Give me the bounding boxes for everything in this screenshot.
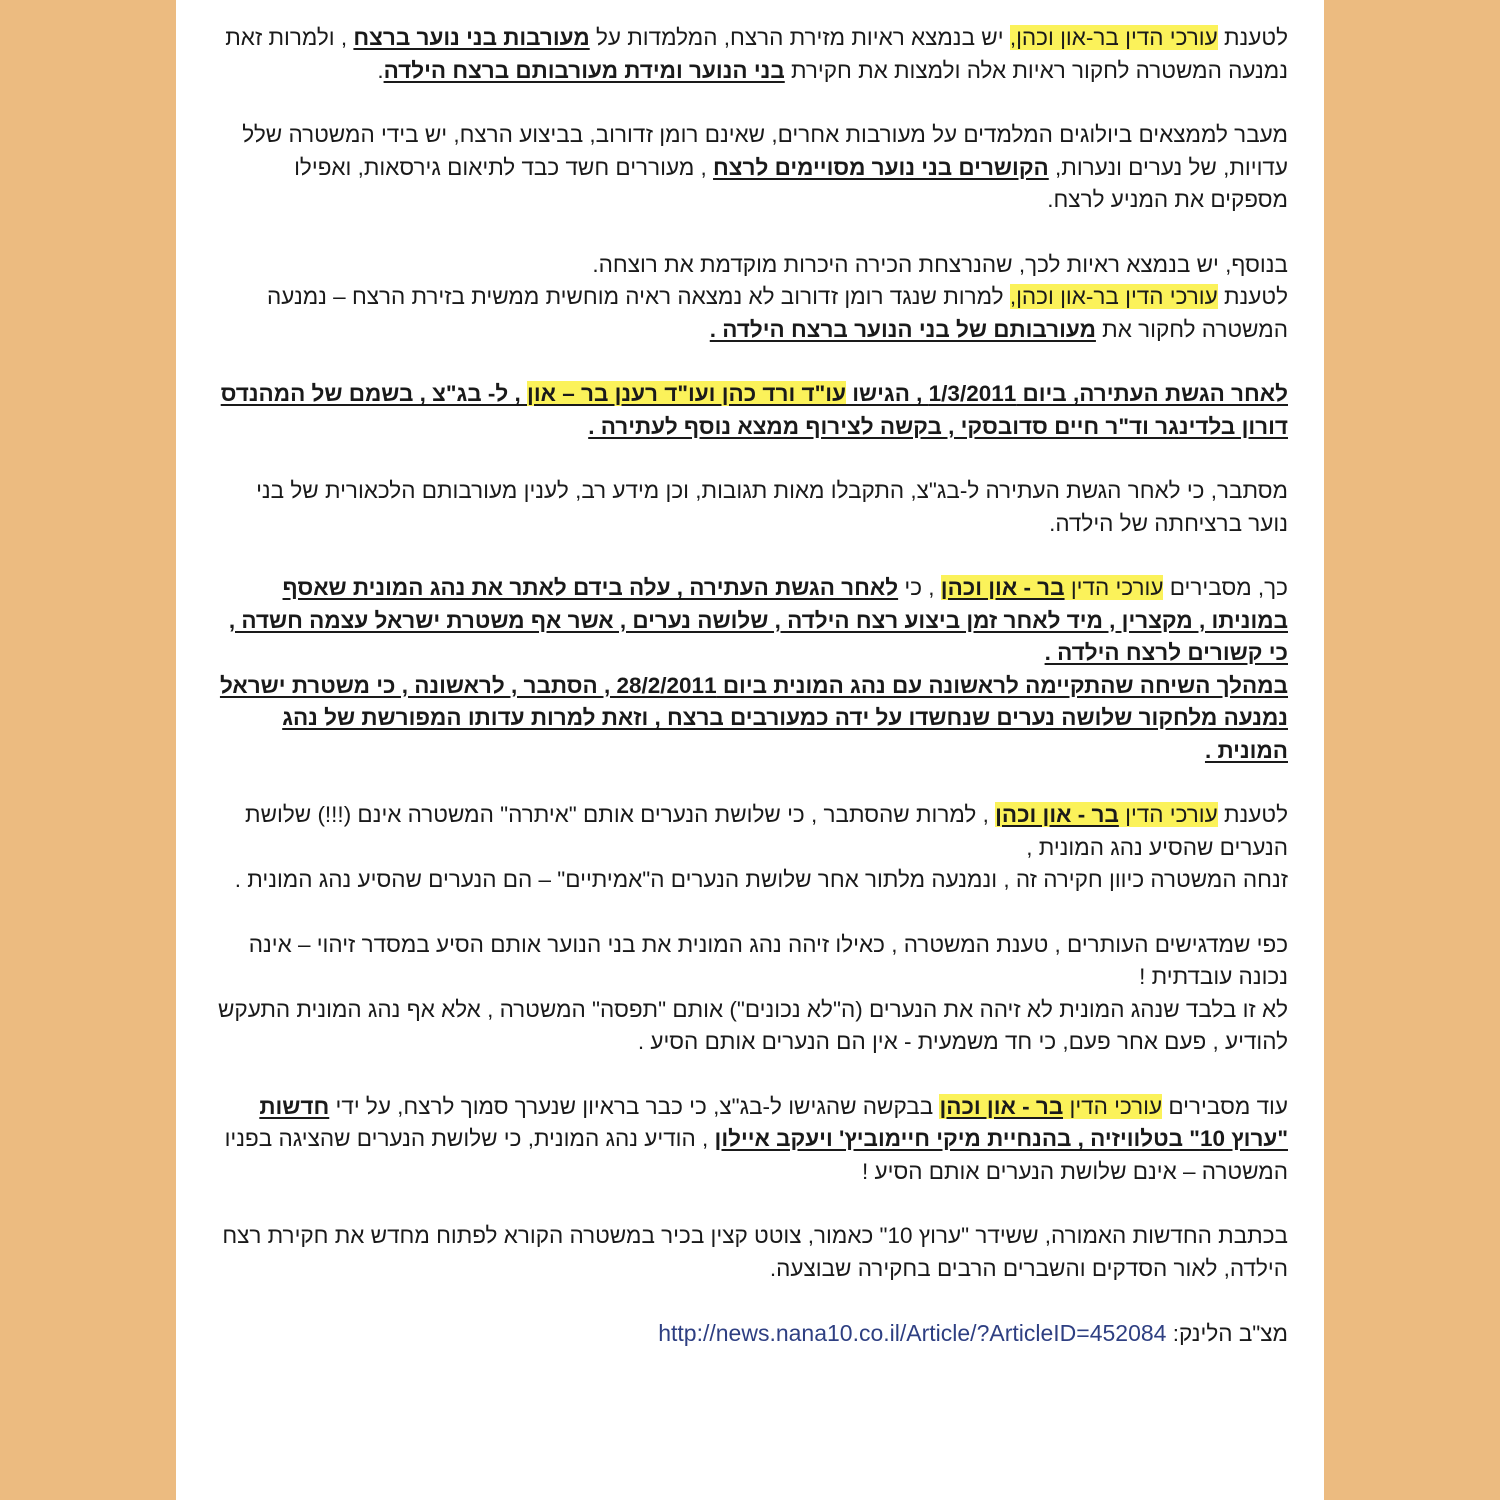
highlighted-lawyers: עורכי הדין: [1118, 802, 1218, 827]
document-body: [214, 22, 1288, 1351]
highlighted-lawyers: עו"ד ורד כהן ועו"ד רענן בר – און: [527, 381, 846, 406]
underlined-text: חדשות "ערוץ 10" בטלוויזיה , בהנחיית מיקי חיימוביץ' ויעקב איילון: [259, 1093, 1288, 1151]
article-link[interactable]: http://news.nana10.co.il/Article/?ArticleID=452084: [658, 1320, 1167, 1346]
paragraph-9: [214, 1091, 1288, 1189]
text-line: בנוסף, יש בנמצא ראיות לכך, שהנרצחת הכירה היכרות מוקדמת את רוצחה.: [592, 251, 1288, 277]
link-label: מצ"ב הלינק:: [1172, 1321, 1288, 1346]
paragraph-5: מסתבר, כי לאחר הגשת העתירה ל-בג"צ, התקבלו מאות תגובות, וכן מידע רב, לענין מעורבותם הלכאורית של בני נוער ברציחתה של הילדה.: [256, 478, 1288, 536]
text: לטענת: [1217, 284, 1288, 309]
paragraph-4: [214, 378, 1288, 443]
text: , ל- בג"צ , בשמם של המהנדס דורון בלדינגר וד"ר חיים סדובסקי , בקשה לצירוף ממצא נוסף לעתירה .: [220, 381, 1288, 439]
paragraph-3: [214, 249, 1288, 347]
highlighted-lawyers: עורכי הדין בר-און וכהן,: [1009, 284, 1218, 309]
highlighted-lawyers: עורכי הדין בר-און וכהן,: [1009, 25, 1218, 50]
paragraph-1: [214, 22, 1288, 87]
text: כך, מסבירים: [1163, 575, 1288, 600]
text: לאחר הגשת העתירה, ביום 1/3/2011 , הגישו: [845, 381, 1288, 406]
text: למרות שנגד רומן זדורוב לא נמצאה ראיה מוחשית ממשית בזירת הרצח – נמנעה המשטרה לחקור את: [267, 284, 1288, 342]
text: .: [377, 57, 384, 83]
text: כפי שמדגישים העותרים , טענת המשטרה , כאילו זיהה נהג המונית את בני הנוער אותם הסיע במסדר זיהוי – אינה נכונה עובדתית !: [248, 931, 1288, 989]
paragraph-7: [214, 799, 1288, 897]
paragraph-10: בכתבת החדשות האמורה, ששידר "ערוץ 10" כאמור, צוטט קצין בכיר במשטרה הקורא לפתוח מחדש את חקירת רצח הילדה, לאור הסדקים והשברים הרבים בחקירה שבוצעה.: [222, 1223, 1288, 1281]
text: , ולמרות זאת נמנעה המשטרה לחקור ראיות אלה ולמצות את חקירת: [225, 25, 1288, 83]
highlighted-lawyers: עורכי הדין: [1063, 1093, 1163, 1119]
text: , הודיע נהג המונית, כי שלושת הנערים שהציגה בפניו המשטרה – אינם שלושת הנערים אותם הסיע !: [224, 1126, 1288, 1184]
link-row: [214, 1317, 1288, 1351]
text: , כי: [898, 575, 941, 600]
text: לא זו בלבד שנהג המונית לא זיהה את הנערים (ה"לא נכונים") אותם "תפסה" המשטרה , אלא אף נהג המונית התעקש להודיע , פעם אחר פעם, כי חד משמעית - אין הם הנערים אותם הסיע .: [218, 996, 1288, 1054]
highlighted-lawyers-names: בר - און וכהן: [939, 1093, 1064, 1119]
text: לטענת: [1217, 25, 1288, 50]
paragraph-6: [214, 572, 1288, 767]
text: לטענת: [1217, 802, 1288, 827]
highlighted-lawyers: עורכי הדין: [1064, 575, 1164, 600]
text: , למרות שהסתבר , כי שלושת הנערים אותם "איתרה" המשטרה אינם (!!!) שלושת הנערים שהסיע נהג המונית ,: [245, 802, 1288, 860]
text: עוד מסבירים: [1162, 1093, 1288, 1119]
underlined-text: בני הנוער ומידת מעורבותם ברצח הילדה: [383, 57, 785, 83]
text: זנחה המשטרה כיוון חקירה זה , ונמנעה מלתור אחר שלושת הנערים ה"אמיתיים" – הם הנערים שהסיע נהג המונית .: [234, 867, 1288, 892]
underlined-text: במהלך השיחה שהתקיימה לראשונה עם נהג המונית ביום 28/2/2011 , הסתבר , לראשונה , כי משטרת ישראל נמנעה מלחקור שלושה נערים שנחשדו על ידה כמעורבים ברצח , וזאת למרות עדותו המפורשת של נהג המונית .: [219, 672, 1288, 763]
underlined-text: מעורבות בני נוער ברצח: [353, 25, 590, 50]
text: יש בנמצא ראיות מזירת הרצח, המלמדות על: [589, 25, 1010, 50]
text: בבקשה שהגישו ל-בג"צ, כי כבר בראיון שנערך סמוך לרצח, על ידי: [329, 1093, 940, 1119]
underlined-text: מעורבותם של בני הנוער ברצח הילדה .: [709, 316, 1096, 342]
paragraph-8: [214, 929, 1288, 1059]
underlined-text: הקושרים בני נוער מסויימים לרצח: [713, 154, 1049, 180]
paragraph-2: [214, 119, 1288, 217]
text: מעבר לממצאים ביולוגים המלמדים על מעורבות אחרים, שאינם רומן זדורוב, בביצוע הרצח, יש בידי המשטרה שלל עדויות, של נערים ונערות,: [242, 122, 1288, 180]
document-page: [176, 0, 1324, 1500]
text: , מעוררים חשד כבד לתיאום גירסאות, ואפילו מספקים את המניע לרצח.: [294, 154, 1288, 212]
underlined-text: לאחר הגשת העתירה , עלה בידם לאתר את נהג המונית שאסף במוניתו , מקצרין , מיד לאחר זמן ביצוע רצח הילדה , שלושה נערים , אשר אף משטרת ישראל עצמה חשדה , כי קשורים לרצח הילדה .: [228, 575, 1288, 665]
highlighted-lawyers-names: בר - און וכהן: [995, 802, 1119, 827]
highlighted-lawyers-names: בר - און וכהן: [940, 575, 1065, 600]
